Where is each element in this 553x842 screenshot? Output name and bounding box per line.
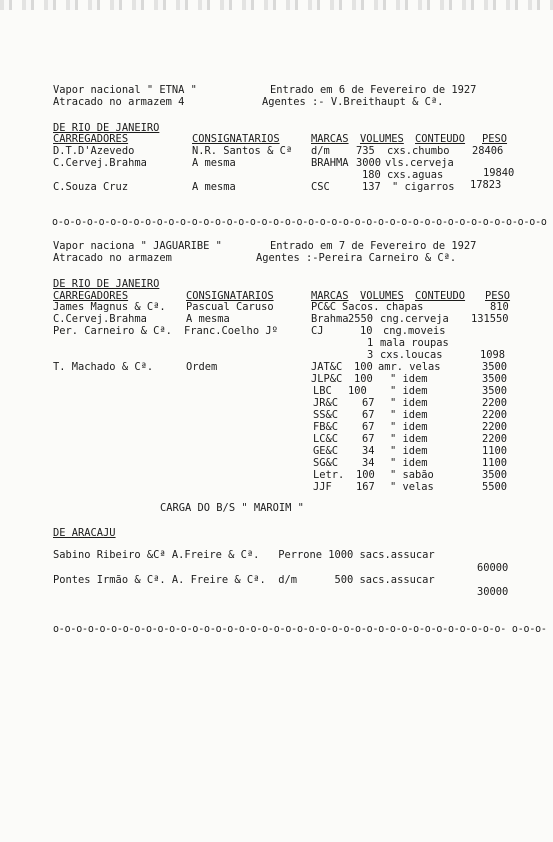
s1-row-weight: 17823 — [470, 179, 502, 191]
s2-row-content: cng.cerveja — [380, 313, 449, 325]
s1-row-content: cxs.chumbo — [387, 145, 450, 157]
s1-row-consignee: A mesma — [192, 181, 236, 193]
s2-row-content: " idem — [390, 397, 428, 409]
s1-row-shipper: C.Souza Cruz — [53, 181, 129, 193]
s1-row-weight: 28406 — [472, 145, 504, 157]
s2-row-weight: 1100 — [482, 457, 508, 469]
s2-row-content: cng.moveis — [383, 325, 446, 337]
s2-row-mark: Letr. — [313, 469, 345, 481]
s2-row-consignee: Pascual Caruso — [186, 301, 274, 313]
s2-row-content: " velas — [390, 481, 434, 493]
scan-top-edge — [0, 0, 553, 10]
s2-row-weight: 2200 — [482, 397, 508, 409]
s2-row-volume: 100 — [354, 361, 373, 373]
s1-header-weight: PESO — [482, 133, 508, 145]
s2-row-content: amr. velas — [378, 361, 441, 373]
s2-row-content: " idem — [390, 373, 428, 385]
s2-row-content: " idem — [390, 421, 428, 433]
s2-row-consignee: Ordem — [186, 361, 218, 373]
s1-berth: Atracado no armazem 4 — [53, 96, 185, 108]
s2-row-shipper: Per. Carneiro & Cª. — [53, 325, 172, 337]
s1-row-content: vls.cerveja — [385, 157, 454, 169]
s1-row-mark: BRAHMA — [311, 157, 349, 169]
s2-row-mark: PC&C — [311, 301, 337, 313]
s1-row-mark: d/m — [311, 145, 330, 157]
s3-row: Sabino Ribeiro &Cª A.Freire & Cª. Perrone 1000 sacs.assucar — [53, 549, 435, 561]
s2-row-weight: 810 — [490, 301, 509, 313]
s2-row-content: Sacos. chapas — [342, 301, 424, 313]
s1-row-mark: CSC — [311, 181, 330, 193]
s2-row-volume: 100 — [348, 385, 367, 397]
s2-header-weight: PESO — [485, 290, 511, 302]
s2-row-mark: SS&C — [313, 409, 339, 421]
s2-arrival-date: Entrado em 7 de Fevereiro de 1927 — [270, 240, 477, 252]
s3-row-weight: 30000 — [477, 586, 509, 598]
s2-row-volume: 67 — [362, 409, 375, 421]
s2-row-consignee: Franc.Coelho Jº — [184, 325, 278, 337]
s1-row-volume: 735 — [356, 145, 375, 157]
s2-header-consignees: CONSIGNATARIOS — [186, 290, 274, 302]
s2-row-volume: 67 — [362, 421, 375, 433]
s1-agents: Agentes :- V.Breithaupt & Cª. — [262, 96, 444, 108]
s2-row-mark: LC&C — [313, 433, 339, 445]
s2-row-mark: JLP&C — [311, 373, 343, 385]
s2-header-marks: MARCAS — [311, 290, 349, 302]
s3-row-weight: 60000 — [477, 562, 509, 574]
s3-origin: DE ARACAJU — [53, 527, 116, 539]
s2-row-weight: 3500 — [482, 469, 508, 481]
s2-row-shipper: T. Machado & Cª. — [53, 361, 154, 373]
s2-row-weight: 1098 — [480, 349, 506, 361]
s2-row-content: " idem — [390, 385, 428, 397]
s2-row-weight: 3500 — [482, 385, 508, 397]
s1-row-shipper: D.T.D'Azevedo — [53, 145, 135, 157]
s2-row-volume: 67 — [362, 433, 375, 445]
s1-header-volumes: VOLUMES — [360, 133, 404, 145]
s2-row-content: " idem — [390, 445, 428, 457]
s1-header-consignees: CONSIGNATARIOS — [192, 133, 280, 145]
s2-row-weight: 2200 — [482, 433, 508, 445]
s2-row-volume: 1 — [367, 337, 374, 349]
s1-row-content: " cigarros — [392, 181, 455, 193]
s1-arrival-date: Entrado em 6 de Fevereiro de 1927 — [270, 84, 477, 96]
s2-row-shipper: C.Cervej.Brahma — [53, 313, 147, 325]
s2-row-mark: FB&C — [313, 421, 339, 433]
s2-row-mark: SG&C — [313, 457, 339, 469]
s1-header-marks: MARCAS — [311, 133, 349, 145]
s1-row-content: cxs.aguas — [387, 169, 444, 181]
s2-row-content: cxs.loucas — [380, 349, 443, 361]
s2-row-volume: 3 — [367, 349, 374, 361]
s1-row-shipper: C.Cervej.Brahma — [53, 157, 147, 169]
s2-row-volume: 34 — [362, 445, 375, 457]
s2-row-weight: 2200 — [482, 409, 508, 421]
s2-row-weight: 2200 — [482, 421, 508, 433]
s1-row-weight: 19840 — [483, 167, 515, 179]
s2-row-weight: 1100 — [482, 445, 508, 457]
s2-row-content: " idem — [390, 457, 428, 469]
s2-row-mark: Brahma — [311, 313, 349, 325]
s2-row-weight: 3500 — [482, 361, 508, 373]
s2-row-volume: 167 — [356, 481, 375, 493]
separator-line: o-o-o-o-o-o-o-o-o-o-o-o-o-o-o-o-o-o-o-o-o-o-o-o-o-o-o-o-o-o-o-o-o-o-o-o-o-o-o- o-o-o- — [53, 623, 547, 635]
s1-row-volume: 180 — [362, 169, 381, 181]
s2-row-mark: LBC — [313, 385, 332, 397]
s2-row-volume: 2550 — [348, 313, 374, 325]
s2-row-volume: 100 — [354, 373, 373, 385]
s2-header-shippers: CARREGADORES — [53, 290, 129, 302]
s2-vessel-name: Vapor naciona " JAGUARIBE " — [53, 240, 222, 252]
s2-row-weight: 3500 — [482, 373, 508, 385]
s1-header-contents: CONTEUDO — [415, 133, 466, 145]
s1-row-volume: 3000 — [356, 157, 382, 169]
s2-row-consignee: A mesma — [186, 313, 230, 325]
s2-row-mark: GE&C — [313, 445, 339, 457]
s2-row-mark: JAT&C — [311, 361, 343, 373]
s2-row-volume: 34 — [362, 457, 375, 469]
s2-header-contents: CONTEUDO — [415, 290, 466, 302]
s1-row-consignee: N.R. Santos & Cª — [192, 145, 293, 157]
s2-row-mark: CJ — [311, 325, 324, 337]
s1-vessel-name: Vapor nacional " ETNA " — [53, 84, 197, 96]
s2-row-content: " idem — [390, 409, 428, 421]
s2-row-content: " sabão — [390, 469, 434, 481]
s2-row-content: mala roupas — [380, 337, 449, 349]
s2-row-volume: 67 — [362, 397, 375, 409]
s2-row-weight: 5500 — [482, 481, 508, 493]
s2-row-volume: 100 — [356, 469, 375, 481]
s2-berth: Atracado no armazem — [53, 252, 172, 264]
s2-agents: Agentes :-Pereira Carneiro & Cª. — [256, 252, 457, 264]
s3-title: CARGA DO B/S " MAROIM " — [160, 502, 304, 514]
s2-row-shipper: James Magnus & Cª. — [53, 301, 166, 313]
s2-row-content: " idem — [390, 433, 428, 445]
separator-line: o-o-o-o-o-o-o-o-o-o-o-o-o-o-o-o-o-o-o-o-o-o-o-o-o-o-o-o-o-o-o-o-o-o-o-o-o-o-o-o-o-o-o — [52, 216, 547, 228]
s1-row-consignee: A mesma — [192, 157, 236, 169]
s2-row-mark: JR&C — [313, 397, 339, 409]
s1-row-volume: 137 — [362, 181, 381, 193]
s2-row-mark: JJF — [313, 481, 332, 493]
s2-row-weight: 131550 — [471, 313, 509, 325]
s1-header-shippers: CARREGADORES — [53, 133, 129, 145]
s2-header-volumes: VOLUMES — [360, 290, 404, 302]
s1-origin: DE RIO DE JANEIRO — [53, 122, 160, 134]
s3-row: Pontes Irmão & Cª. A. Freire & Cª. d/m 500 sacs.assucar — [53, 574, 435, 586]
s2-row-volume: 10 — [360, 325, 373, 337]
s2-origin: DE RIO DE JANEIRO — [53, 278, 160, 290]
